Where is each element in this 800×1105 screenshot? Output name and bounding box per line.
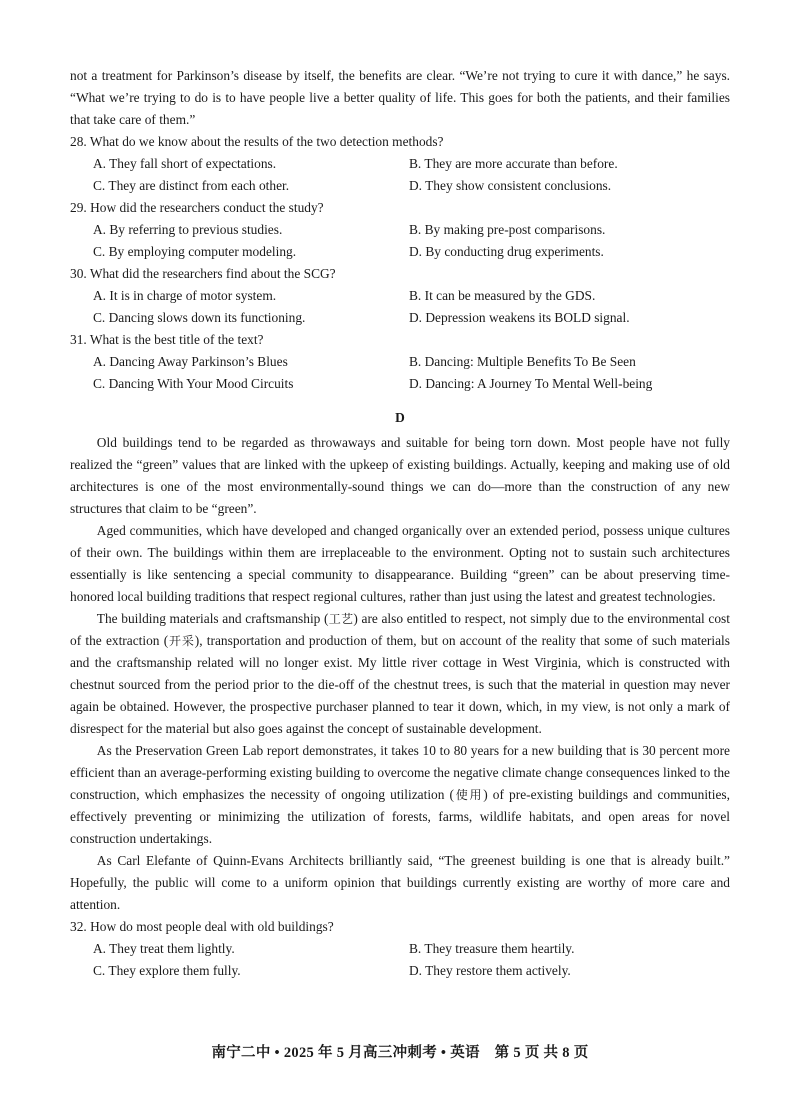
option-d: D. Dancing: A Journey To Mental Well-being: [409, 376, 653, 391]
option-b: B. It can be measured by the GDS.: [409, 288, 596, 303]
chinese-gloss: 工艺: [328, 612, 354, 626]
paragraph-text: ) are also entitled to respect, not simply due to the environmental cost of the extraction (: [70, 611, 730, 648]
option-d: D. By conducting drug experiments.: [409, 244, 604, 259]
passage-d-paragraph-3: [70, 608, 730, 740]
option-c: C. They are distinct from each other.: [93, 178, 290, 193]
option-grid: [70, 938, 730, 982]
option-c: C. Dancing With Your Mood Circuits: [93, 376, 294, 391]
question-29: [70, 197, 730, 263]
chinese-gloss: 使用: [453, 788, 484, 802]
option-grid: [70, 153, 730, 197]
option-grid: [70, 219, 730, 263]
option-c: C. Dancing slows down its functioning.: [93, 310, 306, 325]
option-a: A. It is in charge of motor system.: [93, 288, 277, 303]
option-b: B. Dancing: Multiple Benefits To Be Seen: [409, 354, 636, 369]
option-grid: [70, 285, 730, 329]
passage-d-paragraph-2: Aged communities, which have developed and changed organically over an extended period, possess unique cultures of their own. The buildings within them are irreplaceable to the environment. Opting not to sustain such architectures essentially is like sentencing a special community to disappearance. Building “green” can be about preserving time-honored local building traditions that respect regional cultures, rather than just using the latest and greatest technologies.: [70, 523, 730, 604]
option-a: A. They treat them lightly.: [93, 941, 235, 956]
exam-page: [70, 65, 730, 982]
page-footer: 南宁二中 • 2025 年 5 月高三冲刺考 • 英语 第 5 页 共 8 页: [211, 1045, 589, 1061]
option-d: D. They restore them actively.: [409, 963, 571, 978]
paragraph-text: The building materials and craftsmanship (: [96, 611, 329, 626]
option-a: A. They fall short of expectations.: [93, 156, 277, 171]
option-d: D. They show consistent conclusions.: [409, 178, 612, 193]
question-stem: 28. What do we know about the results of the two detection methods?: [70, 134, 444, 149]
question-30: [70, 263, 730, 329]
option-b: B. They treasure them heartily.: [409, 941, 575, 956]
option-a: A. By referring to previous studies.: [93, 222, 283, 237]
question-stem: 30. What did the researchers find about the SCG?: [70, 266, 336, 281]
question-31: [70, 329, 730, 395]
option-c: C. By employing computer modeling.: [93, 244, 297, 259]
option-grid: [70, 351, 730, 395]
option-b: B. They are more accurate than before.: [409, 156, 618, 171]
question-stem: 31. What is the best title of the text?: [70, 332, 264, 347]
question-stem: 32. How do most people deal with old buildings?: [70, 919, 334, 934]
question-32: [70, 916, 730, 982]
passage-c-ending: not a treatment for Parkinson’s disease by itself, the benefits are clear. “We’re not trying to cure it with dance,” he says. “What we’re trying to do is to have people live a better quality of life. This goes for both the patients, and their families that take care of them.”: [70, 68, 730, 127]
paragraph-text: ), transportation and production of them, but on account of the reality that some of such materials and the craftsmanship related will no longer exist. My little river cottage in West Virginia, which is constructed with chestnut sourced from the period prior to the die-off of the chestnut trees, is such that the material in question may never again be obtained. However, the prospective purchaser planned to tear it down, which, in my view, is not only a mark of disrespect for the material but also goes against the concept of sustainable development.: [70, 633, 730, 736]
option-c: C. They explore them fully.: [93, 963, 241, 978]
paragraph-text: As the Preservation Green Lab report demonstrates, it takes 10 to 80 years for a new building that is 30 percent more efficient than an average-performing existing building to overcome the negative climate change consequences linked to the construction, which emphasizes the necessity of ongoing utilization (: [70, 743, 730, 802]
chinese-gloss: 开采: [168, 634, 195, 648]
passage-d-paragraph-4: [70, 740, 730, 850]
passage-d-paragraph-5: As Carl Elefante of Quinn-Evans Architects brilliantly said, “The greenest building is one that is already built.” Hopefully, the public will come to a uniform opinion that buildings currently existing are worthy of more care and attention.: [70, 853, 730, 912]
question-stem: 29. How did the researchers conduct the study?: [70, 200, 324, 215]
section-d-heading: D: [395, 410, 405, 425]
option-d: D. Depression weakens its BOLD signal.: [409, 310, 630, 325]
passage-d-paragraph-1: Old buildings tend to be regarded as throwaways and suitable for being torn down. Most people have not fully realized the “green” values that are linked with the upkeep of existing buildings. Actually, keeping and making use of old architectures is one of the most environmentally-sound things we can do—more than the construction of any new structures that claim to be “green”.: [70, 435, 730, 516]
paragraph-text: ) of pre-existing buildings and communities, effectively preventing or minimizing the utilization of forests, farms, wildlife habitats, and open areas for novel construction undertakings.: [70, 787, 730, 846]
question-28: [70, 131, 730, 197]
option-b: B. By making pre-post comparisons.: [409, 222, 606, 237]
option-a: A. Dancing Away Parkinson’s Blues: [93, 354, 288, 369]
